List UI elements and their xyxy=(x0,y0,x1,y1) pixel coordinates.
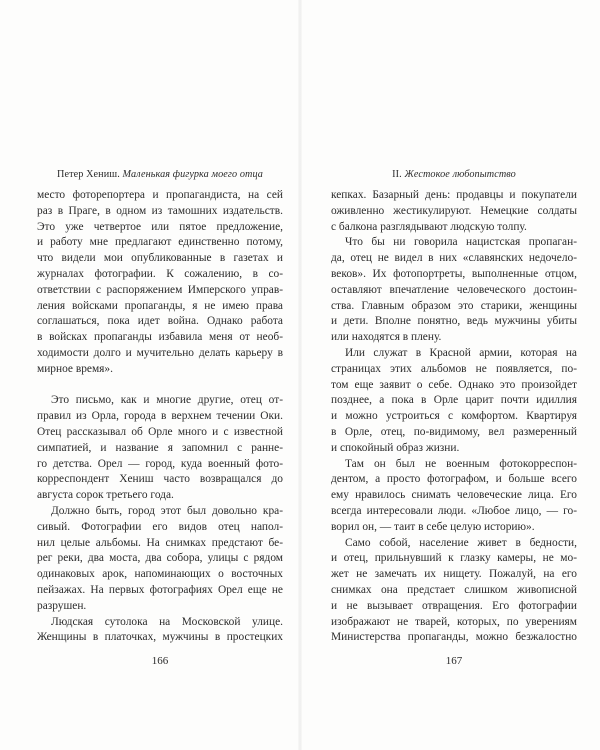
page-number: 167 xyxy=(445,655,463,668)
text-line: или находятся в плену. xyxy=(331,331,442,344)
text-line: ворил он, — таит в себе целую историю». xyxy=(331,520,535,533)
left-page xyxy=(37,168,283,667)
text-line: Должно быть, город этот был довольно кра- xyxy=(51,504,283,517)
header-book-title: Маленькая фигурка моего отца xyxy=(122,169,263,180)
text-line: и отец, прильнувший к глазку камеры, не мо- xyxy=(331,552,577,565)
text-line: дентом, а просто фотографом, и больше всего xyxy=(331,473,577,486)
text-line: в Орле, отец, по-видимому, вел размеренный xyxy=(331,425,577,438)
text-line: Женщины в платочках, мужчины в простецких xyxy=(37,631,283,644)
text-line: снимках она предстает слишком живописной xyxy=(331,583,577,596)
left-body-text xyxy=(37,188,283,646)
header-chapter-number: II. xyxy=(392,169,402,180)
text-line: Это письмо, как и многие другие, отец от- xyxy=(51,394,283,407)
text-line: Или служат в Красной армии, которая на xyxy=(345,346,577,359)
text-line: место фоторепортера и пропагандиста, на сей xyxy=(37,189,283,201)
text-line: кепках. Базарный день: продавцы и покупатели xyxy=(331,189,577,201)
text-line: сивый. Фотографии его видов отец напол- xyxy=(37,520,283,533)
text-line: ления войсками пропаганды, я не имею права xyxy=(37,299,283,312)
header-chapter-title: Жестокое любопытство xyxy=(404,169,516,180)
text-line: в войсках пропаганды избавила меня от необ- xyxy=(37,331,283,344)
text-line: соглашаться, пока идет война. Однако работа xyxy=(37,315,283,328)
text-line: и можно устроиться с комфортом. Квартируя xyxy=(331,410,577,423)
text-line: журналах фотографии. К сожалению, в со- xyxy=(37,267,283,280)
text-line: Министерства пропаганды, можно безжалостно xyxy=(331,631,577,644)
text-line: и дети. Вполне понятно, ведь мужчины убиты xyxy=(331,315,577,328)
text-line: мирное время». xyxy=(37,362,113,375)
text-line: симпатией, и название я запомнил с ранне- xyxy=(37,441,283,454)
text-line: да, отец не видел в них «славянских недочело- xyxy=(331,252,577,265)
text-line: оживленно жестикулируют. Немецкие солдаты xyxy=(331,204,577,217)
text-line: Само собой, население живет в бедности, xyxy=(345,536,577,549)
text-line: ходимости долго и мучительно делать карьеру в xyxy=(37,346,283,359)
text-line: что видели мои опубликованные в газетах и xyxy=(37,252,283,265)
text-line: всегда интересовали люди. «Любое лицо, — го- xyxy=(331,504,577,517)
text-line: правил из Орла, города в верхнем течении Оки. xyxy=(37,410,283,423)
text-line: одинаковых арок, напоминающих о восточных xyxy=(37,568,283,581)
text-line: изображают не тварей, которых, по уверениям xyxy=(331,615,577,628)
text-line: жет не замечать их нищету. Пожалуй, на его xyxy=(331,568,577,581)
text-line: пейзажах. На первых фотографиях Орел еще не xyxy=(37,583,283,596)
header-author: Петер Хениш. xyxy=(57,169,120,180)
text-line: и работу мне предлагают единственно потому, xyxy=(37,236,283,249)
page-gutter xyxy=(298,0,302,750)
text-line: ему нравилось снимать человеческие лица. Его xyxy=(331,489,577,502)
text-line: и не вызывает отвращения. Его фотографии xyxy=(331,599,577,612)
left-running-header xyxy=(37,168,283,182)
text-line: августа сорок третьего года. xyxy=(37,489,174,502)
text-line: страницах этих альбомов не появляется, по- xyxy=(331,362,577,375)
text-line: Людская сутолока на Московской улице. xyxy=(51,615,283,628)
text-line: Что бы ни говорила нацистская пропаган- xyxy=(345,236,577,249)
text-line: веков». Их фотопортреты, выполненные отцом, xyxy=(331,267,577,280)
text-line: и спокойный образ жизни. xyxy=(331,441,460,454)
text-line: оставляют впечатление человеческого достоин- xyxy=(331,283,577,296)
right-page xyxy=(331,168,577,667)
text-line: нил целые альбомы. На снимках предстают бе- xyxy=(37,536,283,549)
text-line: рег реки, два моста, два собора, улицы с рядом xyxy=(37,552,283,565)
right-body-text xyxy=(331,188,577,646)
text-line: том еще заявит о себе. Однако это произойдет xyxy=(331,378,577,391)
text-line: с балкона разглядывают людскую толпу. xyxy=(331,220,527,233)
paragraph-gap xyxy=(37,378,283,394)
text-line: Отец рассказывал об Орле много и с известной xyxy=(37,425,283,438)
text-line: Там он был не военным фотокорреспон- xyxy=(345,457,577,470)
text-line: позднее, а пока в Орле царит почти идиллия xyxy=(331,394,577,407)
text-line: разрушен. xyxy=(37,599,87,612)
page-number: 166 xyxy=(151,655,169,668)
text-line: го детства. Орел — город, куда военный фото- xyxy=(37,457,283,470)
text-line: раз в Праге, в одном из тамошних издательств. xyxy=(37,204,283,217)
text-line: корреспондент Хениш часто возвращался до xyxy=(37,473,283,486)
text-line: ства. Главным образом это старики, женщины xyxy=(331,299,577,312)
text-line: Это уже четвертое или пятое предложение, xyxy=(37,220,283,233)
right-running-header xyxy=(331,168,577,182)
text-line: ответствии с распоряжением Имперского управ- xyxy=(37,283,283,296)
